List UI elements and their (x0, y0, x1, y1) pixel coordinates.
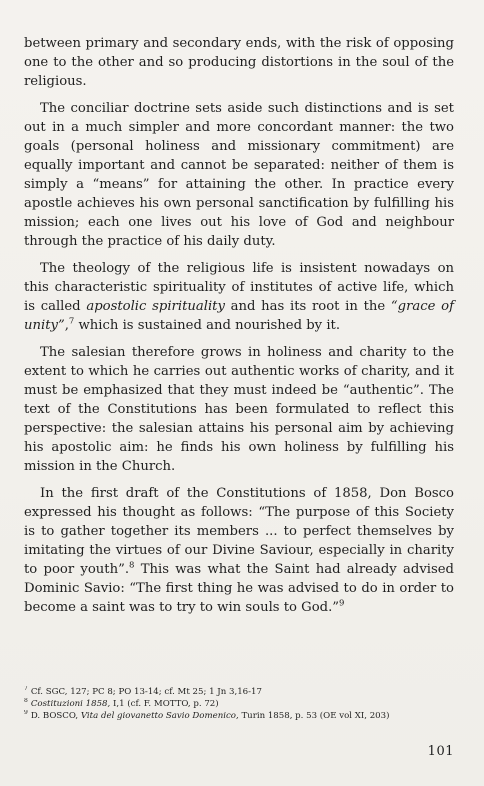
paragraph-5 (24, 484, 454, 617)
paragraph-1: between primary and secondary ends, with the risk of opposing one to the other and so producing distortions in the soul of the religious. (24, 36, 454, 89)
footnote-ref-7: 7 (68, 316, 75, 327)
paragraph-3-comma: , (64, 318, 69, 333)
page-number: 101 (427, 744, 454, 759)
footnote-number: 7 (24, 686, 28, 693)
footnote-number: 8 (24, 698, 28, 705)
paragraph-4: The salesian therefore grows in holiness and charity to the extent to which he carries out authentic works of charity, and it must be emphasized that they must indeed be “authentic”. The text of the Constitutions has been formulated to reflect this perspective: the salesian attains his personal aim by achieving his apostolic aim: he finds his own holiness by fulfilling his mission in the Church. (24, 345, 454, 474)
paragraph-5-text-b: This was what the Saint had already advised Dominic Savio: “The first thing he was advised to do in order to become a saint was to try to win souls to God.” (24, 562, 455, 615)
footnote-8 (24, 698, 454, 710)
footnote-title: Costituzioni 1858, (30, 699, 111, 709)
apostolic-spirituality-term: apostolic spirituality (86, 299, 225, 314)
footnote-text: Turin 1858, p. 53 (OE vol XI, 203) (238, 711, 390, 721)
footnote-7 (24, 686, 454, 698)
footnote-9 (24, 710, 454, 722)
footnote-title: Vita del giovanetto Savio Domenico, (80, 711, 239, 721)
body-text (24, 34, 454, 625)
grace-of-unity-term: “grace of unity” (24, 299, 454, 333)
paragraph-3-text-c: and has its root in the (224, 299, 391, 314)
paragraph-5-text-a: In the first draft of the Constitutions of 1858, Don Bosco expressed his thought as follows: “The purpose of this Society is to gather together its members ... to perfect themselves by imitating the virtues of our Divine Saviour, especially in charity to poor youth”. (24, 486, 454, 577)
footnote-author: D. BOSCO, (30, 711, 81, 721)
footnote-text: Cf. SGC, 127; PC 8; PO 13-14; cf. Mt 25; 1 Jn 3,16-17 (30, 687, 262, 697)
footnote-ref-9: 9 (339, 598, 345, 609)
paragraph-3-text-f: which is sustained and nourished by it. (74, 318, 341, 333)
paragraph-3-text-a: The theology of the religious life is insistent nowadays on this characteristic spirituality of institutes of active life, which is called (24, 261, 454, 314)
footnote-number: 9 (24, 710, 28, 717)
footnotes (24, 686, 454, 722)
paragraph-2: The conciliar doctrine sets aside such distinctions and is set out in a much simpler and more concordant manner: the two goals (personal holiness and missionary commitment) are equally important and cannot be separated: neither of them is simply a “means” for attaining the other. In practice every apostle achieves his own personal sanctification by fulfilling his mission; each one lives out his love of God and neighbour through the practice of his daily duty. (24, 101, 454, 249)
footnote-text: I,1 (cf. F. MOTTO, p. 72) (110, 699, 219, 709)
footnote-ref-8: 8 (129, 560, 135, 571)
paragraph-3 (24, 259, 454, 335)
